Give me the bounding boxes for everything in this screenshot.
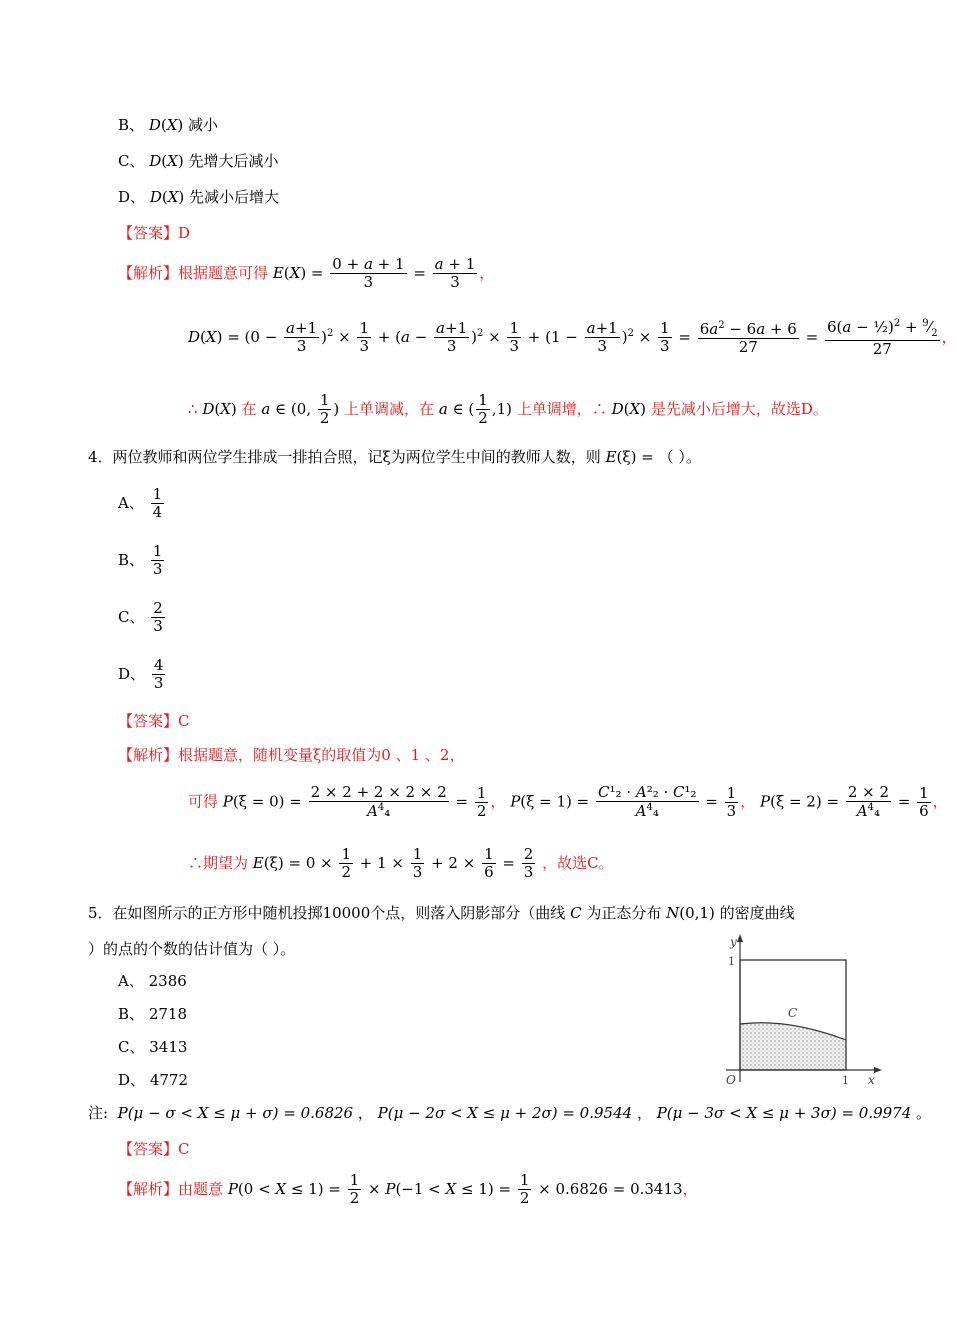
- q4-option-b: B、 $\frac{1}{3}$: [118, 542, 163, 579]
- y-axis-arrow-icon: [737, 934, 743, 942]
- q4-probabilities: 可得 P(ξ = 0) = $\frac{2 \times 2 + 2 \times 2 \times 2}{A^4_4}$ = $\frac{1}{2}$ ， P(ξ = 1) = $\frac{\text{C¹₂ · A²₂ · C¹₂}}{A^4_4}$ = $\frac{1}{3}$ ， P(ξ = 2) = $\frac{2 \times 2}{A^4_4}$ = $\frac{1}{6}$ ，: [188, 783, 948, 821]
- origin-label: O: [726, 1073, 736, 1087]
- q5-option-b: B、 2718: [118, 1005, 187, 1023]
- q5-answer: 【答案】C: [118, 1140, 190, 1158]
- q5-option-c: C、 3413: [118, 1038, 188, 1056]
- q4-option-d: D、 $\frac{4}{3}$: [118, 656, 164, 693]
- q5-option-a: A、 2386: [118, 972, 187, 990]
- y-axis-label: y: [730, 935, 737, 949]
- q5-stem-line1: 5．在如图所示的正方形中随机投掷10000个点，则落入阴影部分（曲线 C 为正态分布 N(0,1) 的密度曲线: [88, 904, 795, 922]
- curve-label: C: [788, 1006, 798, 1020]
- q5-stem-line2: ）的点的个数的估计值为（ ）。: [88, 940, 296, 958]
- q3-option-b: B、 D(X) 减小: [118, 116, 219, 134]
- q3-answer: 【答案】D: [118, 224, 191, 242]
- x-axis-label: x: [868, 1073, 875, 1087]
- q3-analysis: 【解析】根据题意可得 E(X) = $\frac{0 + a + 1}{3}$ = $\frac{a + 1}{3}$ ，: [118, 255, 495, 292]
- q3-option-d: D、 D(X) 先减小后增大: [118, 188, 280, 206]
- q4-analysis: 【解析】根据题意，随机变量ξ的取值为0 、1 、2，: [118, 746, 465, 764]
- q3-conclusion: ∴ D(X) 在 a ∈ (0, $\frac{1}{2}$ ) 上单调减，在 a ∈ ( $\frac{1}{2}$ ,1) 上单调增，∴ D(X) 是先减小后增大，故选D。: [188, 391, 828, 428]
- q4-expectation: ∴期望为 E(ξ) = 0 × $\frac{1}{2}$ + 1 × $\frac{1}{3}$ + 2 × $\frac{1}{6}$ = $\frac{2}{3}$ ，故选C。: [188, 845, 614, 882]
- x-axis-arrow-icon: [874, 1067, 882, 1073]
- q5-analysis: 【解析】由题意 P(0 < X ≤ 1) = $\frac{1}{2}$ × P(−1 < X ≤ 1) = $\frac{1}{2}$ × 0.6826 = 0.3413，: [118, 1171, 698, 1208]
- y-one-label: 1: [728, 955, 735, 968]
- normal-curve-figure: [718, 932, 888, 1096]
- q4-stem: 4．两位教师和两位学生排成一排拍合照，记ξ为两位学生中间的教师人数，则 E(ξ) = （ ）。: [88, 448, 701, 466]
- x-one-label: 1: [842, 1074, 849, 1087]
- shaded-region: [740, 1023, 846, 1070]
- q3-option-c: C、 D(X) 先增大后减小: [118, 152, 279, 170]
- q3-variance-formula: D(X) = (0 − $\frac{a+1}{3}$ )$^2$ × $\frac{1}{3}$ + (a − $\frac{a+1}{3}$ )$^2$ × $\frac{1}{3}$ + (1 − $\frac{a+1}{3}$ )$^2$ × $\frac{1}{3}$ = $\frac{6a^2 - 6a + 6}{27}$ = $\frac{6(a - \frac{1}{2})^2 + ^9⁄_2}{27}$ ，: [188, 318, 957, 358]
- square-with-curve-diagram: [718, 932, 888, 1092]
- q4-option-c: C、 $\frac{2}{3}$: [118, 599, 163, 636]
- q5-option-d: D、 4772: [118, 1071, 188, 1089]
- q4-option-a: A、 $\frac{1}{4}$: [118, 485, 163, 522]
- q5-note: 注: P(μ − σ < X ≤ μ + σ) = 0.6826 ， P(μ − 2σ < X ≤ μ + 2σ) = 0.9544 ， P(μ − 3σ < X ≤ μ + 3σ) = 0.9974 。: [88, 1104, 932, 1122]
- q4-answer: 【答案】C: [118, 712, 190, 730]
